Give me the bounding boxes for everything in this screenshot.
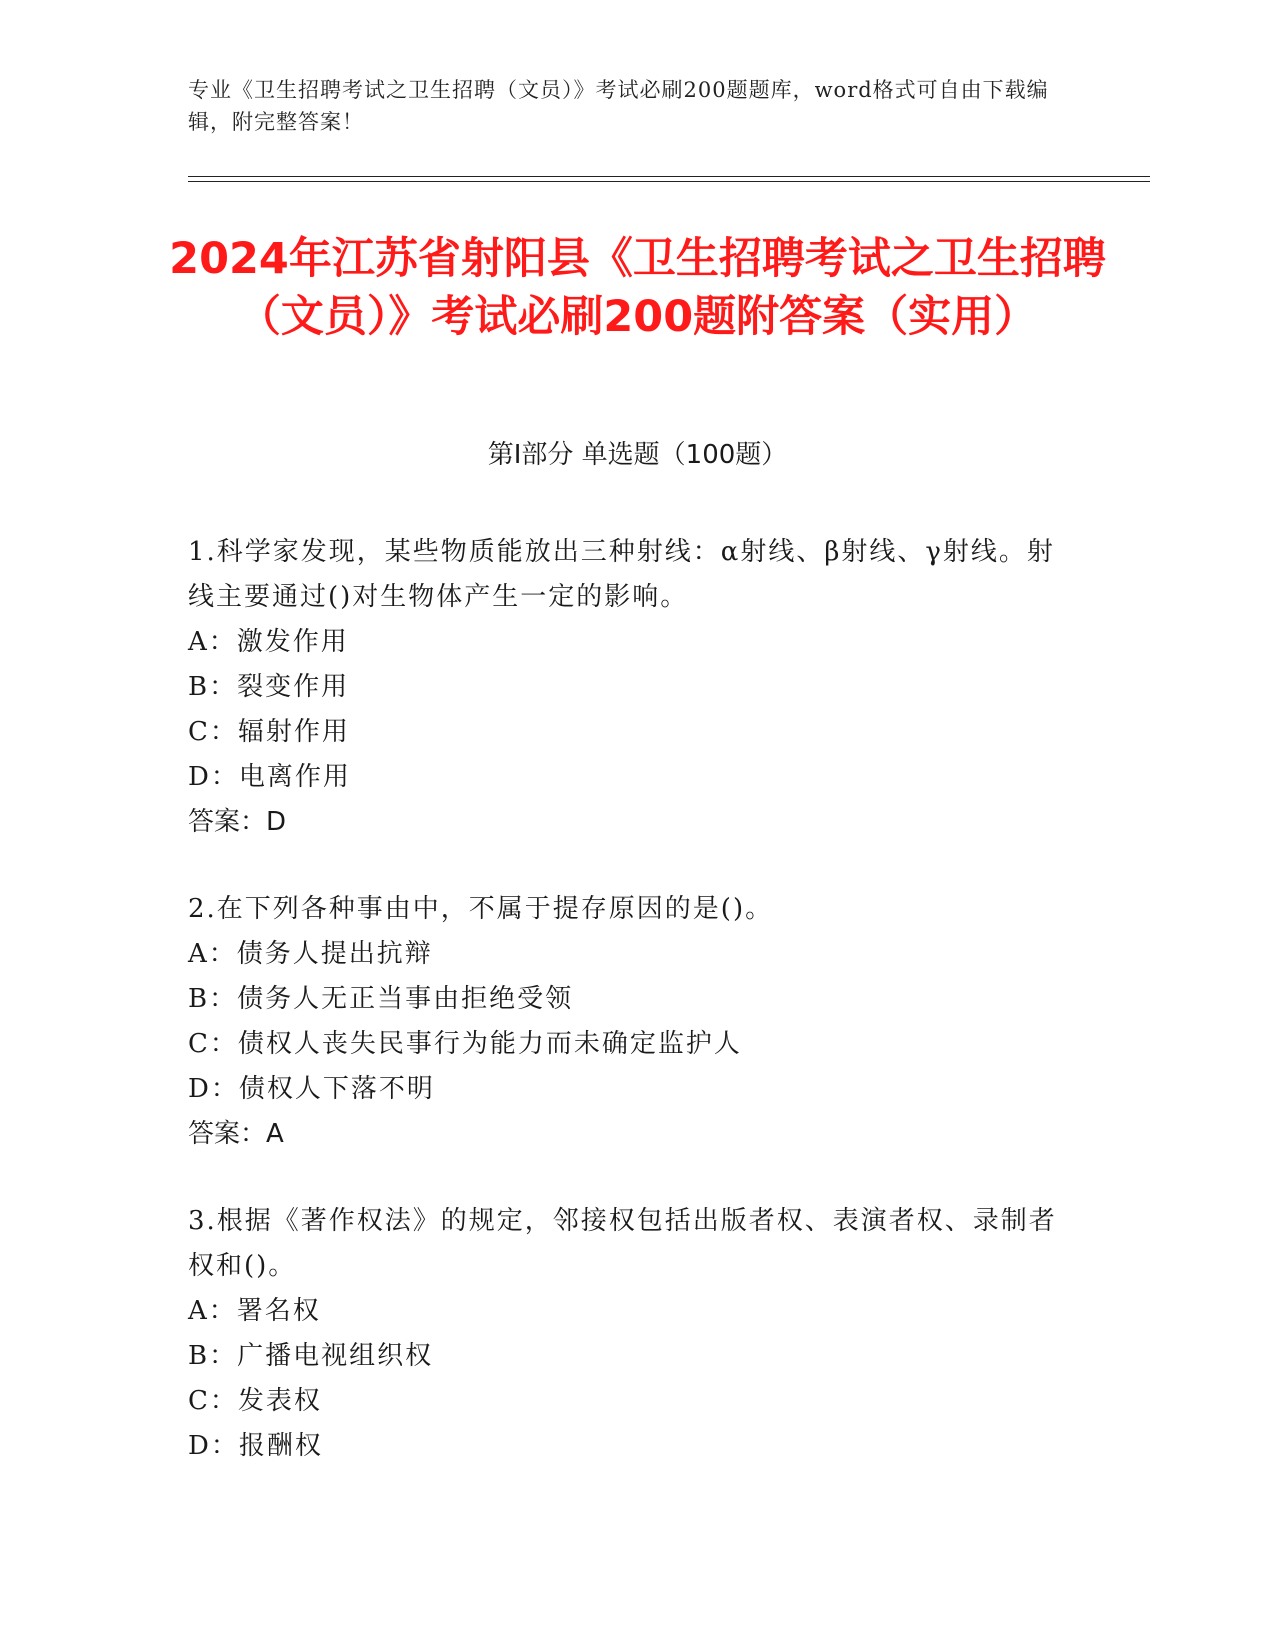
answer-line: 答案：A xyxy=(188,1119,284,1149)
question-list xyxy=(188,530,1078,1511)
question-1 xyxy=(188,530,1078,845)
option-b: B：广播电视组织权 xyxy=(188,1341,434,1371)
option-b: B：裂变作用 xyxy=(188,672,350,702)
option-d: D：电离作用 xyxy=(188,762,351,792)
option-c: C：债权人丧失民事行为能力而未确定监护人 xyxy=(188,1029,742,1059)
question-2 xyxy=(188,887,1078,1157)
question-stem: 2.在下列各种事由中，不属于提存原因的是()。 xyxy=(188,894,774,924)
option-c: C：辐射作用 xyxy=(188,717,350,747)
question-stem: 1.科学家发现，某些物质能放出三种射线：α射线、β射线、γ射线。射线主要通过()对生物体产生一定的影响。 xyxy=(188,537,1055,612)
option-a: A：债务人提出抗辩 xyxy=(188,939,433,969)
document-title: 2024年江苏省射阳县《卫生招聘考试之卫生招聘（文员）》考试必刷200题附答案（实用） xyxy=(169,234,1106,342)
header-divider-top xyxy=(188,176,1150,177)
question-3 xyxy=(188,1199,1078,1469)
option-a: A：署名权 xyxy=(188,1296,321,1326)
page-header-note: 专业《卫生招聘考试之卫生招聘（文员）》考试必刷200题题库，word格式可自由下载编辑，附完整答案！ xyxy=(188,78,1049,134)
section-heading: 第Ⅰ部分 单选题（100题） xyxy=(487,440,788,470)
option-b: B：债务人无正当事由拒绝受领 xyxy=(188,984,574,1014)
option-c: C：发表权 xyxy=(188,1386,322,1416)
option-a: A：激发作用 xyxy=(188,627,349,657)
header-divider-bottom xyxy=(188,181,1150,182)
answer-line: 答案：D xyxy=(188,807,287,837)
option-d: D：报酬权 xyxy=(188,1431,323,1461)
question-stem: 3.根据《著作权法》的规定，邻接权包括出版者权、表演者权、录制者权和()。 xyxy=(188,1206,1057,1281)
option-d: D：债权人下落不明 xyxy=(188,1074,435,1104)
